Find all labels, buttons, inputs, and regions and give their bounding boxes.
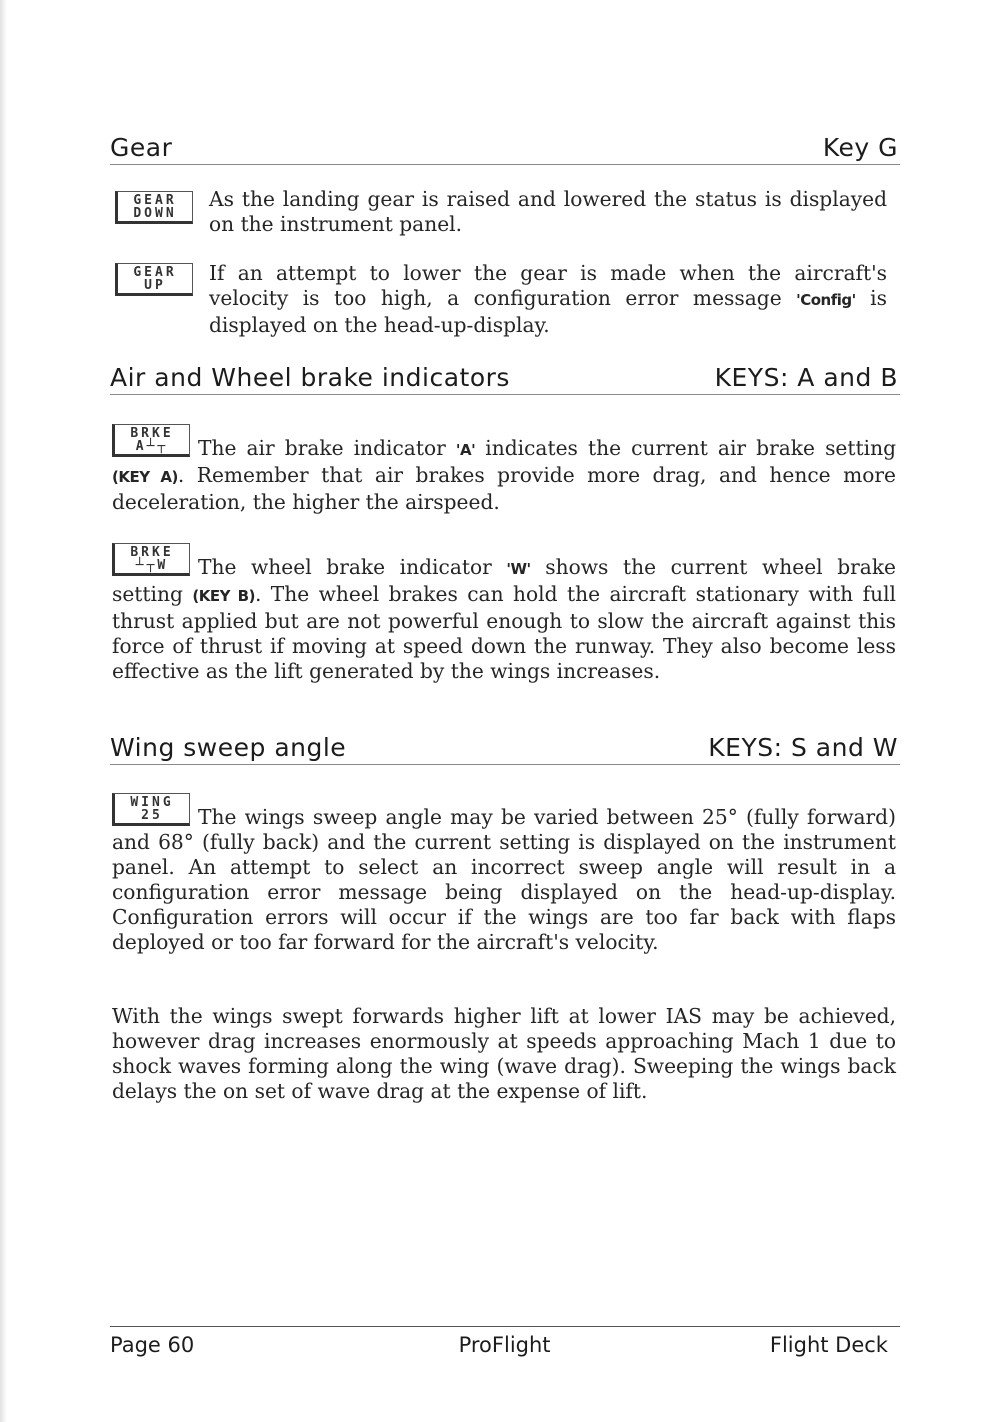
- air-brake-indicator: [112, 424, 190, 457]
- brakes-paragraph-2: [112, 545, 896, 684]
- indicator-line-2: 25: [141, 808, 163, 823]
- page-footer: [110, 1333, 888, 1357]
- key-label: 'W': [506, 560, 531, 578]
- key-label: (KEY B): [192, 587, 255, 605]
- gear-up-indicator: [115, 263, 193, 296]
- section-title: Wing sweep angle: [110, 733, 347, 762]
- brakes-paragraph-1: [112, 426, 896, 515]
- text-run: is displayed on the head-up-display.: [209, 286, 887, 337]
- wheel-brake-indicator: [112, 543, 190, 576]
- gear-down-indicator: [115, 191, 193, 224]
- product-name: ProFlight: [458, 1333, 551, 1357]
- indicator-line-2: UP: [144, 278, 166, 293]
- indicator-line-2: A┴┬: [135, 439, 169, 454]
- key-label: (KEY A): [112, 468, 178, 486]
- text-run: shows the current wheel brake setting: [112, 555, 896, 606]
- text-run: The wheel brake indicator: [198, 555, 507, 579]
- gear-heading: [110, 128, 900, 165]
- wing-paragraph-2: With the wings swept forwards higher lift at lower IAS may be achieved, however drag increases enormously at speeds approaching Mach 1 due to shock waves forming along the wing (wave drag). Sweeping the wings back delays the on set of wave drag at the expense of lift.: [112, 1004, 896, 1103]
- wing-heading: [110, 728, 900, 765]
- section-key: KEYS: S and W: [708, 733, 898, 762]
- indicator-line-1: GEAR: [133, 265, 177, 280]
- text-run: . Remember that air brakes provide more drag, and hence more deceleration, the higher the airspeed.: [112, 463, 896, 514]
- section-title: Gear: [110, 133, 173, 162]
- key-label: 'A': [455, 441, 476, 459]
- brakes-heading: [110, 358, 900, 395]
- config-message: 'Config': [796, 291, 856, 309]
- page-number: Page 60: [110, 1333, 195, 1357]
- indicator-line-2: ┴┬W: [135, 558, 169, 573]
- indicator-line-1: GEAR: [133, 193, 177, 208]
- wing-sweep-indicator: [112, 793, 190, 826]
- section-key: KEYS: A and B: [714, 363, 898, 392]
- gear-paragraph-1: As the landing gear is raised and lowered the status is displayed on the instrument panel.: [209, 187, 887, 236]
- text-run: indicates the current air brake setting: [475, 436, 896, 460]
- text-run: The air brake indicator: [198, 436, 456, 460]
- indicator-line-2: DOWN: [133, 206, 177, 221]
- text-run: The wings sweep angle may be varied between 25° (fully forward) and 68° (fully back) and the current setting is displayed on the instrument panel. An attempt to select an incorrect sweep angle will result in a configuration error message being displayed on the head-up-display. Configuration errors will occur if the wings are too far back with flaps deployed or too far forward for the aircraft's velocity.: [112, 805, 896, 954]
- text-run: If an attempt to lower the gear is made when the aircraft's velocity is too high, a configuration error message: [209, 261, 887, 310]
- page-edge-shadow: [0, 0, 7, 1422]
- wing-paragraph-1: [112, 795, 896, 955]
- indicator-line-1: BRKE: [130, 426, 174, 441]
- chapter-name: Flight Deck: [769, 1333, 888, 1357]
- text-run: . The wheel brakes can hold the aircraft stationary with full thrust applied but are not powerful enough to slow the aircraft against this force of thrust if moving at speed down the runway. They also become less effective as the lift generated by the wings increases.: [112, 582, 896, 683]
- manual-page: [110, 0, 900, 1422]
- gear-paragraph-2: [209, 261, 887, 338]
- section-title: Air and Wheel brake indicators: [110, 363, 510, 392]
- indicator-line-1: BRKE: [130, 545, 174, 560]
- indicator-line-1: WING: [130, 795, 174, 810]
- footer-rule: [110, 1326, 900, 1327]
- section-key: Key G: [822, 133, 898, 162]
